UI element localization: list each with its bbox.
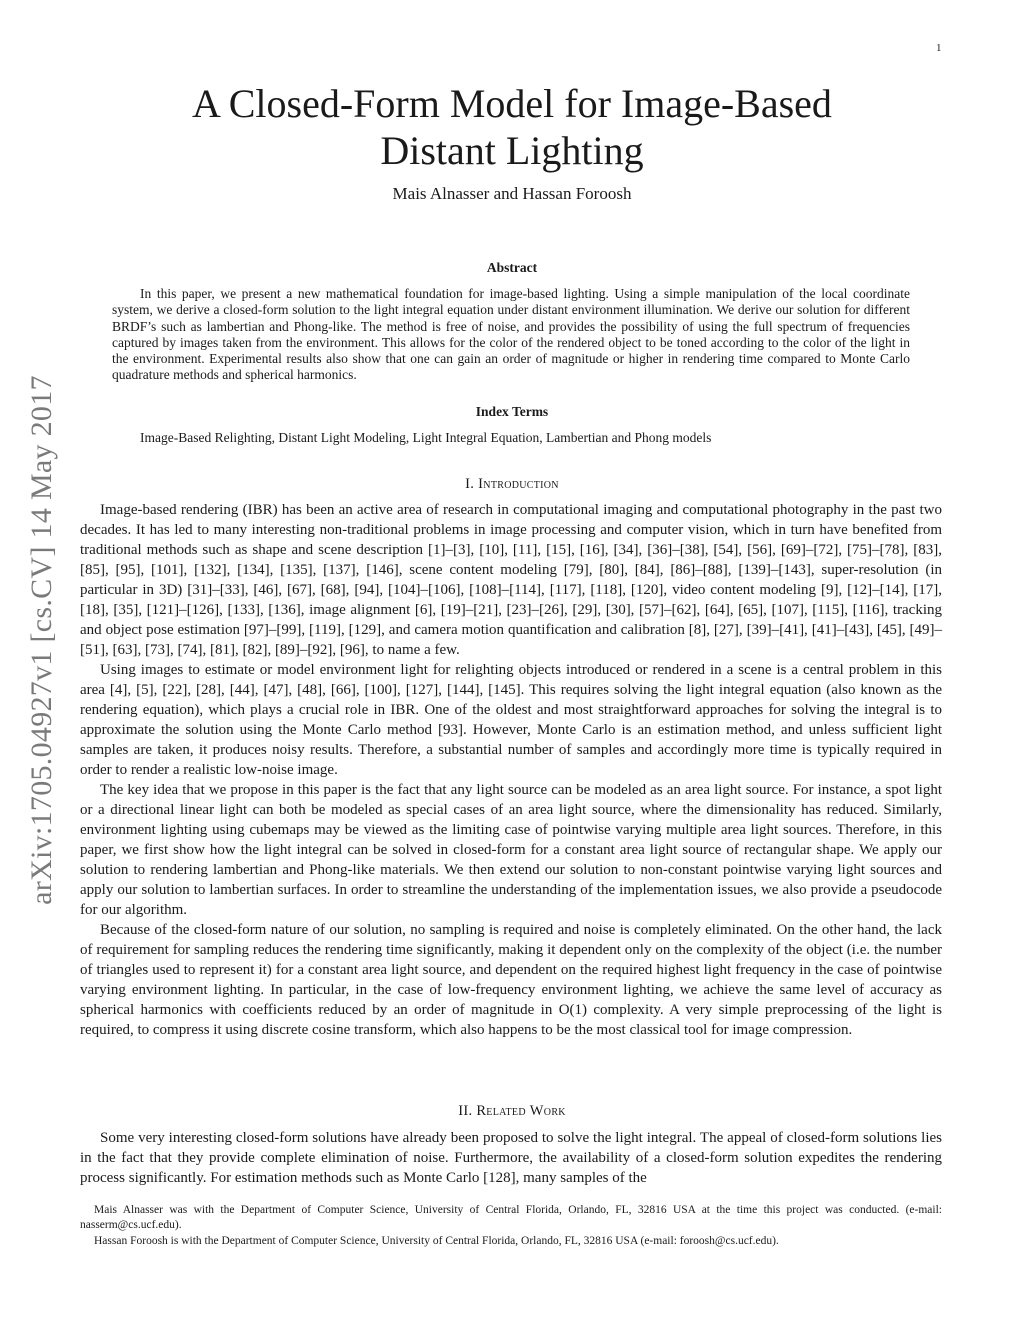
footnote-author-1: Mais Alnasser was with the Department of Computer Science, University of Central Florida, Orlando, FL, 32816 USA at the time this project was conducted. (e-mail: nasserm@cs.ucf.edu). (80, 1204, 942, 1231)
abstract-text: In this paper, we present a new mathematical foundation for image-based lighting. Using a simple manipulation of the local coordinate system, we derive a closed-form solution to the light integral equation under distant environment illumination. We derive our solution for different BRDF’s such as lambertian and Phong-like. The method is free of noise, and provides the possibility of using the full spectrum of frequencies captured by images taken from the environment. This allows for the color of the rendered object to be toned according to the color of the light in the environment. Experimental results also show that one can gain an order of magnitude or higher in rendering time compared to Monte Carlo quadrature methods and spherical harmonics. (112, 286, 910, 383)
section-heading-introduction (0, 476, 1024, 493)
abstract-heading: Abstract (486, 260, 538, 275)
paragraph: Because of the closed-form nature of our solution, no sampling is required and noise is completely eliminated. On the other hand, the lack of requirement for sampling reduces the rendering time significantly, making it dependent only on the complexity of the object (i.e. the number of triangles used to represent it) for a constant area light source, and dependent on the required highest light frequency in the case of pointwise varying environment lighting. In particular, in the case of low-frequency environment lighting, we achieve the same level of accuracy as spherical harmonics with coefficients reduced by an order of magnitude in O(1) complexity. A very simple preprocessing of the light is required, to compress it using discrete cosine transform, which also happens to be the most classical tool for image compression. (80, 922, 942, 1038)
paragraph: Some very interesting closed-form solutions have already been proposed to solve the light integral. The appeal of closed-form solutions lies in the fact that they provide complete elimination of noise. Furthermore, the availability of a closed-form solution expedites the rendering process significantly. For estimation methods such as Monte Carlo [128], many samples of the (80, 1130, 942, 1186)
footnote-author-2: Hassan Foroosh is with the Department of Computer Science, University of Central Florida, Orlando, FL, 32816 USA (e-mail: foroosh@cs.ucf.edu). (94, 1235, 779, 1247)
title-line: A Closed-Form Model for Image-Based (192, 81, 832, 126)
paragraph: Using images to estimate or model environment light for relighting objects introduced or rendered in a scene is a central problem in this area [4], [5], [22], [28], [44], [47], [48], [66], [100], [127], [144], [145]. This requires solving the light integral equation (also known as the rendering equation), which plays a crucial role in IBR. One of the oldest and most straightforward approaches for solving the integral is to approximate the solution using the Monte Carlo method [93]. However, Monte Carlo is an estimation method, and unless sufficient light samples are taken, it produces noisy results. Therefore, a substantial number of samples and accordingly more time is typically required in order to render a realistic low-noise image. (80, 662, 942, 778)
section-title-initial: R (476, 1103, 487, 1119)
index-terms-text: Image-Based Relighting, Distant Light Modeling, Light Integral Equation, Lambertian and Phong models (140, 430, 712, 445)
section-title-rest: ntroduction (483, 476, 559, 492)
paragraph: The key idea that we propose in this paper is the fact that any light source can be modeled as an area light source. For instance, a spot light or a directional linear light can both be modeled as special cases of an area light source, where the dimensionality has reduced. Similarly, environment lighting using cubemaps may be viewed as the limiting case of pointwise varying multiple area light sources. Therefore, in this paper, we first show how the light integral can be solved in closed-form for a constant area light source of rectangular shape. We apply our solution to rendering lambertian and Phong-like materials. We then extend our solution to non-constant pointwise varying light sources and apply our solution to lambertian surfaces. In order to streamline the understanding of the implementation issues, we also provide a pseudocode for our algorithm. (80, 782, 942, 918)
introduction-body (80, 500, 942, 1040)
arxiv-identifier: arXiv:1705.04927v1 [cs.CV] 14 May 2017 (25, 375, 58, 905)
paragraph: Image-based rendering (IBR) has been an active area of research in computational imaging and computational photography in the past two decades. It has led to many interesting non-traditional problems in image processing and computer vision, which in turn have benefited from traditional methods such as shape and scene description [1]–[3], [10], [11], [15], [16], [34], [36]–[38], [54], [56], [69]–[72], [75]–[78], [83], [85], [95], [101], [132], [134], [135], [137], [146], scene content modeling [79], [80], [84], [86]–[88], [139]–[143], super-resolution (in particular in 3D) [31]–[33], [46], [67], [68], [94], [104]–[106], [108]–[114], [117], [118], [120], video content modeling [9], [12]–[14], [17], [18], [35], [121]–[126], [133], [136], image alignment [6], [19]–[21], [23]–[26], [29], [30], [57]–[62], [64], [65], [107], [115], [116], tracking and object pose estimation [97]–[99], [119], [129], and camera motion quantification and calibration [8], [27], [39]–[41], [41]–[43], [45], [49]–[51], [63], [73], [74], [81], [82], [89]–[92], [96], to name a few. (80, 502, 942, 658)
section-numeral: II. (458, 1103, 473, 1119)
authors: Mais Alnasser and Hassan Foroosh (392, 184, 632, 203)
section-title-rest: ork (543, 1103, 566, 1119)
section-heading-related-work (0, 1103, 1024, 1120)
index-terms-heading: Index Terms (475, 404, 549, 419)
section-title-initial: I (478, 476, 484, 492)
related-work-body (80, 1128, 942, 1188)
title-line: Distant Lighting (380, 128, 644, 173)
section-numeral: I. (465, 476, 475, 492)
paper-title (0, 80, 1024, 174)
section-title-rest: elated (486, 1103, 530, 1119)
section-title-initial: W (529, 1103, 544, 1119)
page-number: 1 (936, 42, 942, 54)
